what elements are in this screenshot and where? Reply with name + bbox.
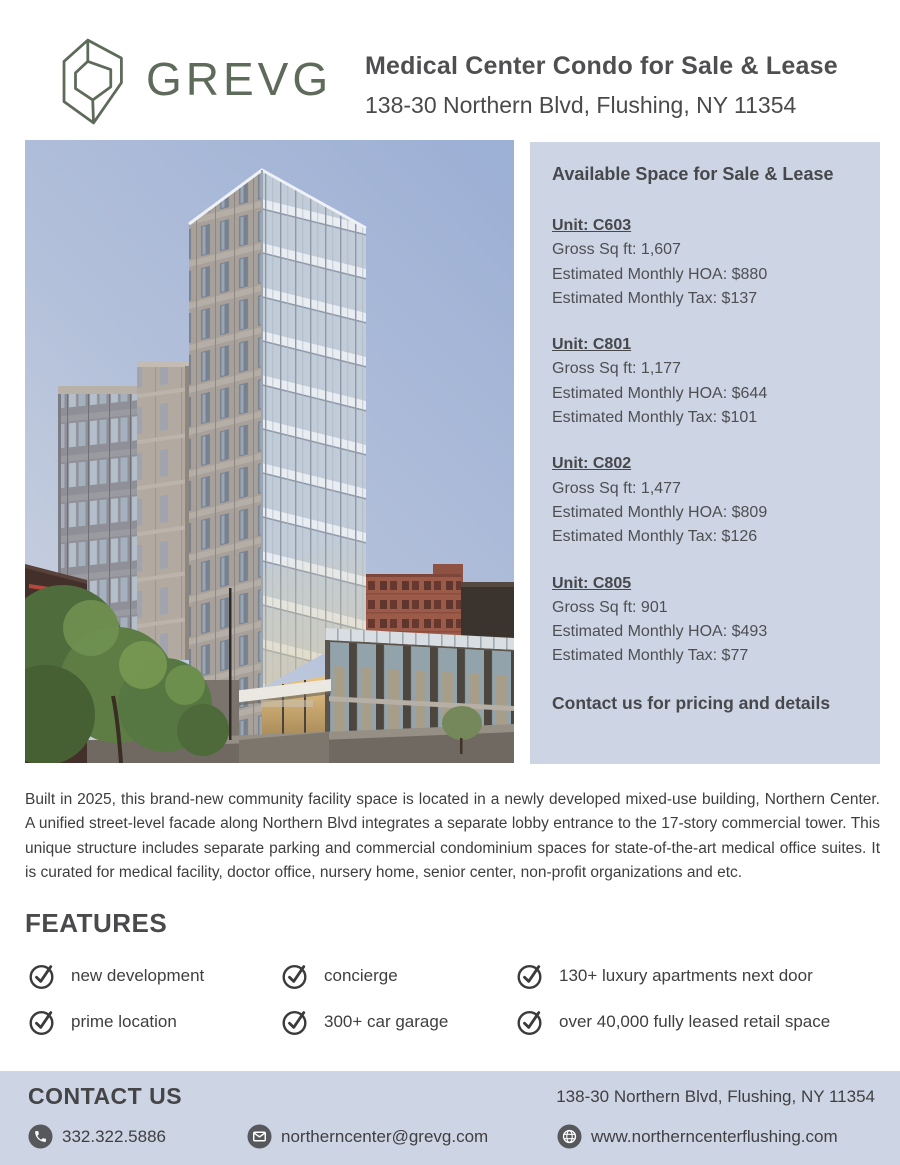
check-circle-icon: [281, 961, 311, 991]
unit-monthly-tax: Estimated Monthly Tax: $137: [552, 289, 758, 307]
unit-monthly-tax: Estimated Monthly Tax: $126: [552, 528, 758, 546]
phone-contact[interactable]: [28, 1124, 166, 1149]
pricing-note: Contact us for pricing and details: [552, 692, 831, 713]
property-description: Built in 2025, this brand-new community facility space is located in a newly developed mixed-use building, Northern Center. A unified street-level facade along Northern Blvd integrates a separate lobby entrance to the 17-story commercial tower. This unique structure includes separate parking and commercial condominium spaces for state-of-the-art medical office suites. It is curated for medical facility, doctor office, nursery home, senior center, non-profit organizations and etc.: [25, 791, 880, 881]
unit-monthly-hoa: Estimated Monthly HOA: $809: [552, 503, 768, 521]
feature-label: concierge: [324, 966, 398, 985]
unit-listing-c802: [552, 452, 858, 549]
feature-label: 130+ luxury apartments next door: [559, 966, 813, 985]
feature-item-car-garage: [281, 1006, 516, 1038]
available-space-panel: [530, 142, 880, 764]
panel-heading: Available Space for Sale & Lease: [552, 164, 834, 184]
check-circle-icon: [516, 961, 546, 991]
contact-footer: [0, 1071, 900, 1165]
unit-listing-c805: [552, 572, 858, 669]
feature-item-prime-location: [28, 1006, 281, 1038]
unit-monthly-tax: Estimated Monthly Tax: $77: [552, 647, 749, 665]
unit-title: Unit: C801: [552, 336, 632, 354]
check-circle-icon: [28, 1007, 58, 1037]
unit-monthly-hoa: Estimated Monthly HOA: $644: [552, 384, 768, 402]
contact-heading: CONTACT US: [28, 1083, 183, 1109]
unit-listing-c801: [552, 333, 858, 430]
page-subtitle: 138-30 Northern Blvd, Flushing, NY 11354: [365, 92, 797, 118]
unit-gross-sqft: Gross Sq ft: 1,177: [552, 360, 681, 378]
email-address: northerncenter@grevg.com: [281, 1126, 489, 1146]
feature-label: over 40,000 fully leased retail space: [559, 1012, 831, 1031]
hexagon-logo-icon: [55, 36, 137, 128]
feature-item-retail-space: [516, 1006, 880, 1038]
unit-gross-sqft: Gross Sq ft: 1,477: [552, 479, 681, 497]
phone-icon: [28, 1124, 53, 1149]
feature-label: 300+ car garage: [324, 1012, 449, 1031]
website-contact[interactable]: [557, 1124, 838, 1149]
envelope-icon: [247, 1124, 272, 1149]
unit-title: Unit: C603: [552, 217, 632, 234]
unit-gross-sqft: Gross Sq ft: 901: [552, 598, 668, 616]
features-heading: FEATURES: [25, 908, 168, 938]
email-contact[interactable]: [247, 1124, 488, 1149]
feature-item-luxury-apartments: [516, 960, 880, 992]
unit-title: Unit: C802: [552, 455, 632, 473]
page-title: Medical Center Condo for Sale & Lease: [365, 52, 838, 80]
unit-gross-sqft: Gross Sq ft: 1,607: [552, 241, 681, 259]
unit-title: Unit: C805: [552, 574, 632, 592]
footer-address: 138-30 Northern Blvd, Flushing, NY 11354: [556, 1087, 875, 1106]
feature-label: prime location: [71, 1012, 177, 1031]
brand-logo-text: GREVG: [146, 53, 333, 105]
check-circle-icon: [28, 961, 58, 991]
feature-label: new development: [71, 966, 205, 985]
phone-number: 332.322.5886: [62, 1126, 166, 1146]
website-url: www.northerncenterflushing.com: [591, 1126, 838, 1146]
building-photo: [25, 140, 514, 763]
unit-monthly-hoa: Estimated Monthly HOA: $493: [552, 623, 768, 641]
feature-item-concierge: [281, 960, 516, 992]
building-rendering-graphic: [25, 140, 514, 763]
unit-listing-c603: [552, 214, 858, 311]
check-circle-icon: [516, 1007, 546, 1037]
globe-icon: [557, 1124, 582, 1149]
features-grid: [28, 960, 880, 1038]
feature-item-new-development: [28, 960, 281, 992]
unit-monthly-hoa: Estimated Monthly HOA: $880: [552, 265, 768, 283]
check-circle-icon: [281, 1007, 311, 1037]
unit-monthly-tax: Estimated Monthly Tax: $101: [552, 409, 758, 427]
